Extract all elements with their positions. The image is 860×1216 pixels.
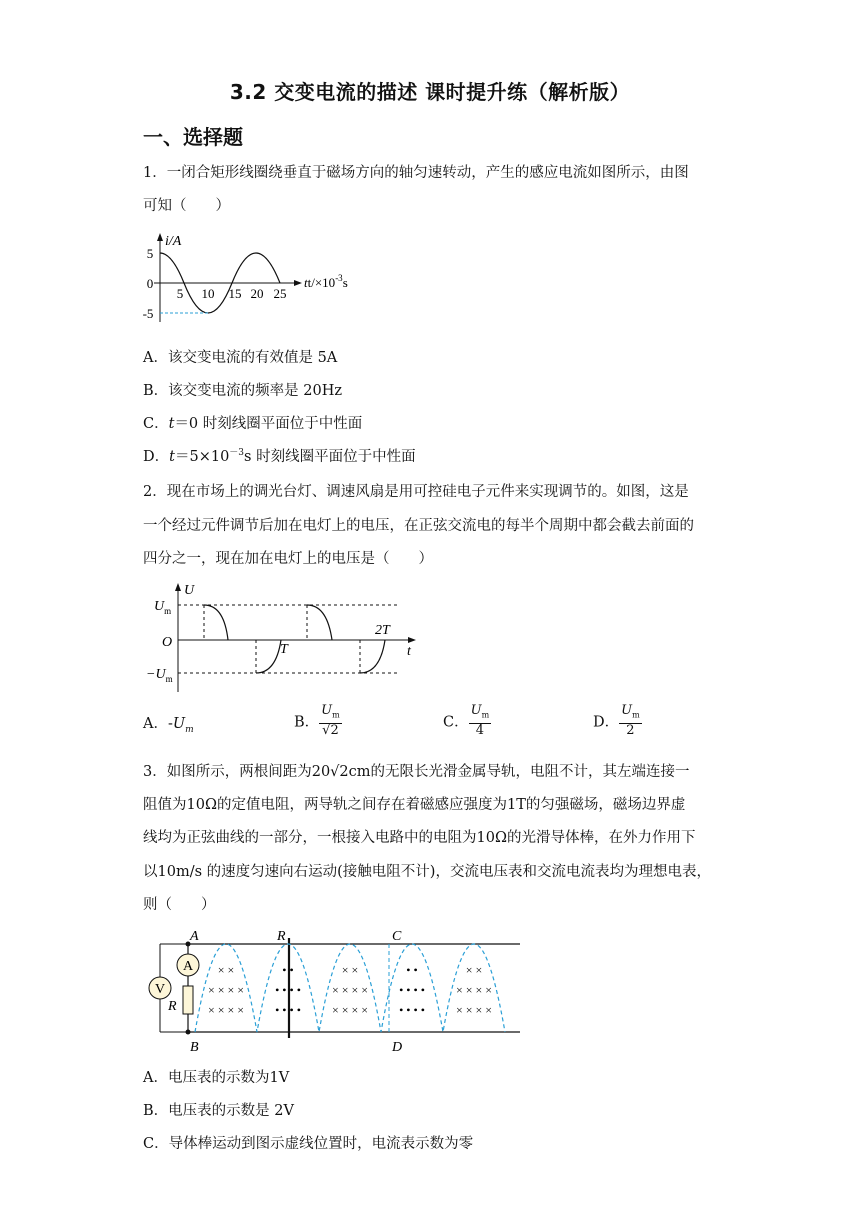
svg-text:• • • •: • • • • (399, 1003, 425, 1017)
q2-option-b-prefix: B． (294, 714, 320, 731)
svg-text:• • • •: • • • • (399, 983, 425, 997)
q3-stem-line3: 线均为正弦曲线的一部分，一根接入电路中的电阻为10Ω的光滑导体棒，在外力作用下 (143, 830, 696, 846)
q2-option-d-fraction: $\frac{U_m}{2}$ (621, 703, 640, 738)
q3-field-region-5 (456, 963, 492, 1017)
q2-wave-1 (204, 605, 228, 640)
q3-stem-line1 (143, 754, 723, 790)
section-heading: 一、选择题 (143, 125, 243, 149)
svg-text:• •: • • (406, 963, 418, 977)
q3-label-b: B (190, 1040, 199, 1055)
q2-option-a-prefix: A．- (143, 716, 173, 732)
q3-rail-spacing: 20√2cm (311, 764, 371, 780)
q3-label-a: A (190, 929, 199, 944)
q2-option-b[interactable] (294, 704, 342, 738)
q3-label-r-top: R (277, 929, 286, 944)
q2-stem-line2: 一个经过元件调节后加在电灯上的电压，在正弦交流电的每半个周期中都会截去前面的 (143, 518, 694, 534)
q1-xtick-25: 25 (273, 286, 287, 301)
q1-option-d-text: s 时刻线圈平面位于中性面 (244, 449, 416, 465)
q2-wave-3 (307, 605, 332, 640)
svg-text:× × × ×: × × × × (331, 1003, 369, 1017)
q2-option-d-prefix: D． (593, 714, 620, 731)
q1-ytick-neg5: -5 (142, 306, 154, 321)
q1-option-c-text: ＝0 时刻线圈平面位于中性面 (174, 416, 363, 432)
q3-label-d: D (392, 1040, 403, 1055)
q3-stem-line1-b: 的无限长光滑金属导轨，电阻不计，其左端连接一 (370, 764, 690, 780)
svg-text:× × × ×: × × × × (455, 1003, 493, 1017)
q2-option-a-var: U (172, 716, 186, 732)
svg-text:• •: • • (282, 963, 294, 977)
q3-field-region-4 (399, 963, 425, 1017)
svg-text:× × × ×: × × × × (207, 983, 245, 997)
q2-option-a-sub: m (185, 724, 194, 735)
q1-x-label: $tt/\times 10^{-3}s$ (304, 273, 348, 290)
q2-wave-4 (360, 640, 385, 673)
q3-label-r-side: R (168, 999, 177, 1014)
q1-xtick-5: 5 (176, 286, 184, 301)
q3-node-b (186, 1030, 191, 1035)
q2-option-c-fraction: $\frac{U_m}{4}$ (470, 703, 490, 738)
q1-figure (140, 230, 370, 325)
q2-stem-line3: 四分之一，现在加在电灯上的电压是（ ） (143, 551, 433, 567)
page-title: 3.2 交变电流的描述 课时提升练（解析版） (229, 80, 631, 104)
q1-x-arrow (294, 280, 302, 286)
q3-stem-line5: 则（ ） (143, 897, 216, 913)
q1-option-d-exp: －3 (229, 448, 245, 459)
svg-text:× ×: × × (341, 963, 359, 977)
q1-xtick-20: 20 (250, 286, 264, 301)
q1-stem-line2: 可知（ ） (143, 198, 230, 214)
q3-field-region-2 (275, 963, 301, 1017)
q1-option-d-var: t (169, 449, 175, 465)
q3-option-b[interactable]: B．电压表的示数是 2V (143, 1103, 294, 1119)
q2-wave-2 (256, 640, 281, 673)
q3-figure (140, 922, 530, 1057)
q1-option-c-var: t (168, 416, 175, 432)
svg-text:× ×: × × (465, 963, 483, 977)
q3-voltmeter-label: V (154, 982, 166, 997)
q2-option-b-fraction: $\frac{U_m}{√2}$ (321, 703, 340, 738)
q3-field-region-1 (208, 963, 244, 1017)
q2-y-arrow (175, 583, 181, 591)
q3-ammeter-label: A (182, 959, 194, 974)
svg-text:× × × ×: × × × × (331, 983, 369, 997)
q2-y-label: U (184, 583, 195, 598)
q1-ytick-0: 0 (146, 276, 154, 291)
q2-origin-label: O (162, 635, 173, 650)
q1-y-arrow (157, 233, 163, 241)
q2-option-a[interactable] (143, 712, 283, 735)
q1-option-c[interactable] (143, 412, 362, 433)
q3-stem-line2: 阻值为10Ω的定值电阻，两导轨之间存在着磁感应强度为1T的匀强磁场，磁场边界虚 (143, 797, 686, 813)
q1-xtick-10: 10 (201, 286, 215, 301)
q2-x-arrow (408, 637, 416, 643)
q2-2T-label: 2T (375, 623, 390, 638)
q3-stem-line1-a: 3．如图所示，两根间距为 (143, 764, 312, 780)
svg-text:• • • •: • • • • (275, 983, 301, 997)
q1-y-label: i/A (165, 234, 182, 249)
q1-xtick-15: 15 (228, 286, 242, 301)
svg-text:× × × ×: × × × × (455, 983, 493, 997)
q2-T-label: T (280, 642, 288, 657)
q2-option-d[interactable] (593, 704, 642, 738)
q3-resistor (183, 986, 193, 1014)
q3-label-c: C (392, 929, 402, 944)
q2-x-label: t (407, 644, 411, 659)
q2-figure (140, 580, 430, 695)
q1-option-c-prefix: C． (143, 416, 169, 432)
q3-option-c[interactable]: C．导体棒运动到图示虚线位置时，电流表示数为零 (143, 1136, 474, 1152)
q2-option-c-prefix: C． (443, 714, 469, 731)
svg-text:× × × ×: × × × × (207, 1003, 245, 1017)
q3-field-region-3 (332, 963, 368, 1017)
q1-ytick-5: 5 (146, 246, 154, 261)
q1-option-b[interactable]: B．该交变电流的频率是 20Hz (143, 383, 342, 399)
q1-option-d-prefix: D． (143, 449, 170, 465)
svg-text:• • • •: • • • • (275, 1003, 301, 1017)
q2-neg-um-label: $-U_m$ (146, 667, 173, 684)
q1-stem-line1: 1．一闭合矩形线圈绕垂直于磁场方向的轴匀速转动，产生的感应电流如图所示，由图 (143, 165, 689, 181)
svg-text:× ×: × × (217, 963, 235, 977)
q3-option-a[interactable]: A．电压表的示数为1V (143, 1070, 290, 1086)
q1-option-a[interactable]: A．该交变电流的有效值是 5A (143, 350, 338, 366)
q2-stem-line1: 2．现在市场上的调光台灯、调速风扇是用可控硅电子元件来实现调节的。如图，这是 (143, 484, 689, 500)
q2-um-label: $U_m$ (154, 599, 172, 616)
q1-option-d[interactable] (143, 445, 416, 466)
q2-option-c[interactable] (443, 704, 491, 738)
q3-stem-line4: 以10m/s 的速度匀速向右运动(接触电阻不计)，交流电压表和交流电流表均为理想电表， (143, 864, 711, 880)
q1-option-d-mid: ＝5×10 (174, 449, 230, 465)
